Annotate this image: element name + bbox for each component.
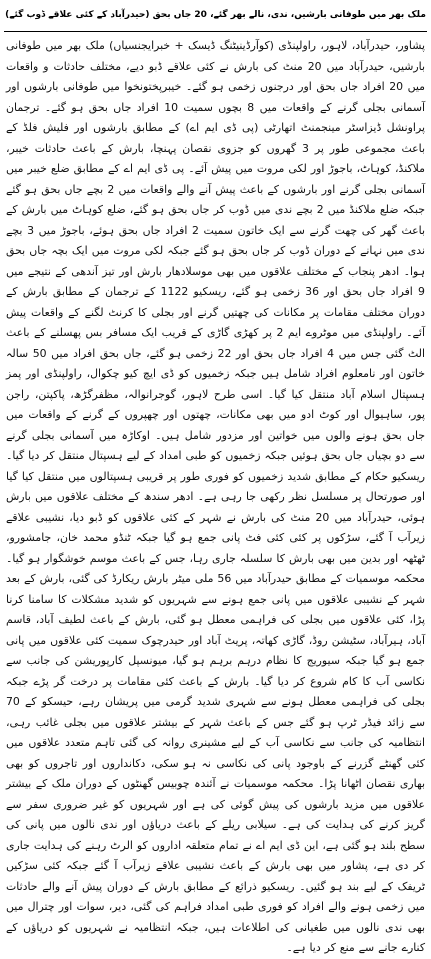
- headline: ملک بھر میں طوفانی بارشیں، ندی، نالے بھر گئے، 20 جاں بحق (حیدرآباد کے کئی علاقے ڈوب گئے): [5, 10, 426, 20]
- article-body: پشاور، حیدرآباد، لاہور، راولپنڈی (کوآرڈینیٹنگ ڈیسک + خبرایجنسیاں) ملک بھر میں طوفانی بارشیں، حیدرآباد میں 20 منٹ کی بارش نے کئی علاقے ڈبو دیے، مختلف حادثات و واقعات میں 20 افراد جاں بحق اور درجنوں زخمی ہو گئے۔ خیبرپختونخوا میں طوفانی بارشوں اور آسمانی بجلی گرنے کے واقعات میں 8 بچوں سمیت 10 افراد جاں بحق ہو گئے۔ ترجمان پراونشل ڈیزاسٹر مینجمنٹ اتھارٹی (پی ڈی ایم اے) کے مطابق بارشوں اور فلیش فلڈ کے باعث مجموعی طور پر 3 گھروں کو جزوی نقصان پہنچا، بارش کے باعث حادثات خیبر، ملاکنڈ، کوہاٹ، باجوڑ اور لکی مروت میں پیش آئے۔ پی ڈی ایم اے کے مطابق ضلع خیبر میں آسمانی بجلی گرنے اور بارشوں کے باعث پیش آنے والے واقعات میں 2 بچے جاں بحق ہو گئے جبکہ ضلع ملاکنڈ میں 2 بچے ندی میں ڈوب کر جاں بحق ہو گئے، ضلع کوہاٹ میں بارش کے باعث گھر کی چھت گرنے سے ایک خاتون سمیت 2 افراد جاں بحق ہوئے، باجوڑ میں 3 بچے ندی میں نہانے کے دوران ڈوب کر جاں بحق ہو گئے جبکہ لکی مروت میں ایک بچہ جاں بحق ہوا۔ ادھر پنجاب کے مختلف علاقوں میں بھی موسلادھار بارش اور تیز آندھی کے نتیجے میں 9 افراد جاں بحق اور 36 زخمی ہو گئے، ریسکیو 1122 کے ترجمان کے مطابق بارش کے دوران مختلف مقامات پر مکانات کی چھتیں گرنے اور بجلی کا کرنٹ لگنے کے واقعات پیش آئے۔ راولپنڈی میں موٹروے ایم 2 پر کھڑی گاڑی کے قریب ایک مسافر بس پھسلنے کے باعث الٹ گئی جس میں 4 افراد جاں بحق اور 22 زخمی ہو گئے، جاں بحق افراد میں 50 سالہ خاتون اور نامعلوم افراد شامل ہیں جبکہ زخمیوں کو ڈی ایچ کیو چکوال، راولپنڈی اور پمز ہسپتال اسلام آباد منتقل کیا گیا۔ اسی طرح لاہور، گوجرانوالہ، مظفرگڑھ، پاکپتن، راجن پور، ساہیوال اور کوٹ ادو میں بھی مکانات، چھتوں اور چھپروں کے گرنے کے واقعات میں جاں بحق ہونے والوں میں خواتین اور مزدور شامل ہیں۔ اوکاڑہ میں آسمانی بجلی گرنے سے دو بچیاں جاں بحق ہوئیں جبکہ زخمیوں کو طبی امداد کے لیے ہسپتال منتقل کر دیا گیا۔ ریسکیو حکام کے مطابق شدید زخمیوں کو فوری طور پر قریبی ہسپتالوں میں منتقل کیا گیا اور صورتحال پر مسلسل نظر رکھی جا رہی ہے۔ ادھر سندھ کے مختلف علاقوں میں بارش ہوئی، حیدرآباد میں 20 منٹ کی بارش نے شہر کے کئی علاقوں کو ڈبو دیا، نشیبی علاقے زیرآب آ گئے، سڑکوں پر کئی کئی فٹ پانی جمع ہو گیا جبکہ ٹنڈو محمد خان، جامشورو، ٹھٹھہ اور بدین میں بھی بارش کا سلسلہ جاری رہا، جس کے باعث موسم خوشگوار ہو گیا۔ محکمہ موسمیات کے مطابق حیدرآباد میں 56 ملی میٹر بارش ریکارڈ کی گئی، بارش کے بعد شہر کے نشیبی علاقوں میں پانی جمع ہونے سے شہریوں کو شدید مشکلات کا سامنا کرنا پڑا، کئی علاقوں میں بجلی کی فراہمی معطل ہو گئی، بارش کے باعث لطیف آباد، قاسم آباد، ہیرآباد، سٹیشن روڈ، گاڑی کھاتہ، پریٹ آباد اور حیدرچوک سمیت کئی علاقوں میں پانی جمع ہو گیا جبکہ سیوریج کا نظام درہم برہم ہو گیا، میونسپل کارپوریشن کی جانب سے نکاسی آب کا کام شروع کر دیا گیا۔ بارش کے باعث کئی مقامات پر درخت گر پڑے جبکہ بجلی کی فراہمی معطل ہونے سے شہری شدید گرمی میں پریشان رہے، حیسکو کے 70 سے زائد فیڈر ٹرپ ہو گئے جس کے باعث شہر کے بیشتر علاقوں میں بجلی غائب رہی، انتظامیہ کی جانب سے نکاسی آب کے لیے مشینری روانہ کی گئی تاہم متعدد علاقوں میں کئی گھنٹے گزرنے کے باوجود پانی کی نکاسی نہ ہو سکی، دکانداروں اور تاجروں کو بھی بھاری نقصان اٹھانا پڑا۔ محکمہ موسمیات نے آئندہ چوبیس گھنٹوں کے دوران ملک کے بیشتر علاقوں میں مزید بارشوں کی پیش گوئی کی ہے اور شہریوں کو غیر ضروری سفر سے گریز کرنے کی ہدایت کی ہے۔ سیلابی ریلے کے باعث دریاؤں اور ندی نالوں میں پانی کی سطح بلند ہو گئی ہے، این ڈی ایم اے نے تمام متعلقہ اداروں کو الرٹ رہنے کی ہدایت جاری کر دی ہے، پشاور میں بھی بارش کے باعث نشیبی علاقے زیرآب آ گئے جبکہ کئی سڑکیں ٹریفک کے لیے بند ہو گئیں۔ ریسکیو ذرائع کے مطابق بارش کے دوران پیش آنے والے حادثات میں زخمی ہونے والے افراد کو فوری طبی امداد فراہم کی گئی، دیر، سوات اور چترال میں بھی ندی نالوں میں طغیانی کی اطلاعات ہیں، جبکہ انتظامیہ نے شہریوں کو دریاؤں کے کنارے جانے سے منع کر دیا ہے۔: [6, 39, 426, 954]
- headline-divider: [4, 31, 427, 32]
